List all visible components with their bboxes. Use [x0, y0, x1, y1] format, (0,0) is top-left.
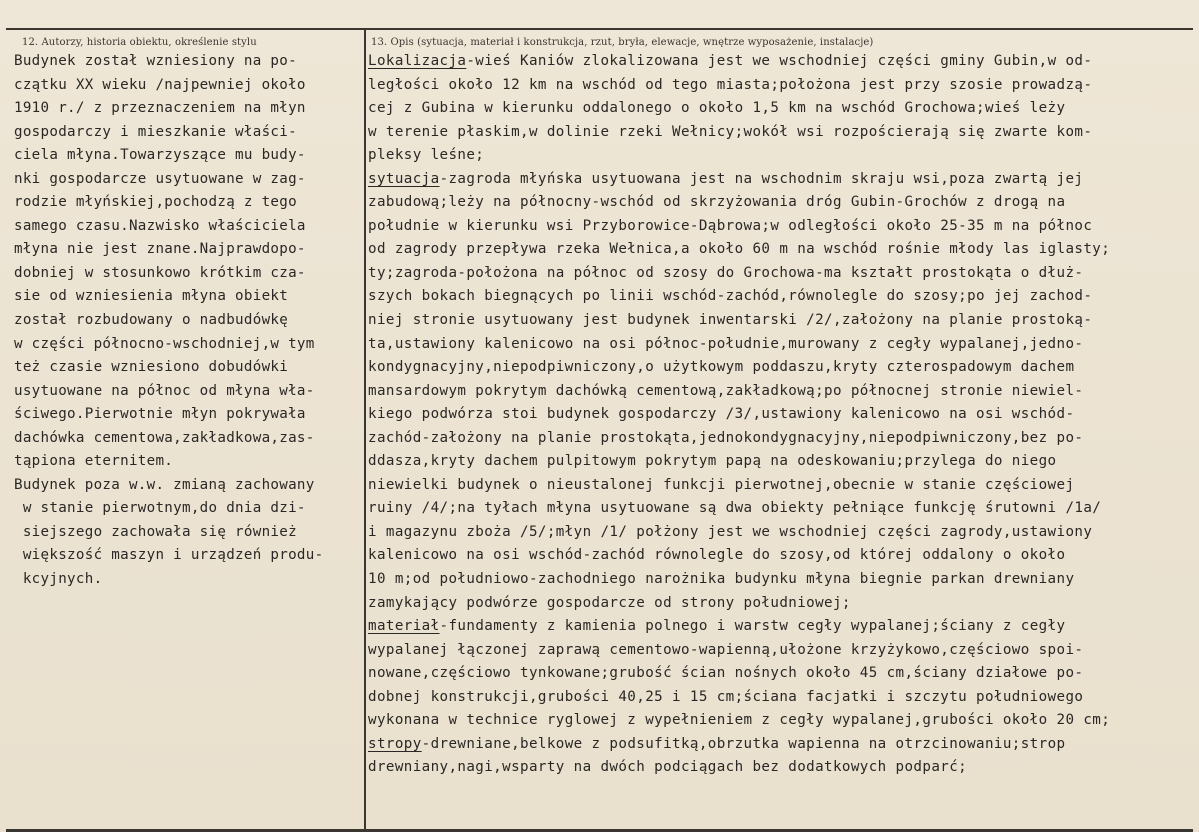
right-text-line — [368, 474, 1110, 498]
line-text: ty;zagroda-położona na północ od szosy do Grochowa-ma kształt prostokąta o dłuż- — [368, 264, 1084, 281]
left-text-line: też czasie wzniesiono dobudówki — [14, 359, 289, 376]
right-text-line — [368, 215, 1110, 239]
line-text: nowane,częściowo tynkowane;grubość ścian nośnych około 45 cm,ściany działowe po- — [368, 665, 1084, 682]
right-text-line — [368, 309, 1110, 333]
left-text-line: nki gospodarcze usytuowane w zag- — [14, 170, 306, 187]
right-text-line — [368, 497, 1110, 521]
line-text: zachód-założony na planie prostokąta,jednokondygnacyjny,niepodpiwniczony,bez po- — [368, 429, 1084, 446]
line-text: pleksy leśne; — [368, 147, 485, 164]
right-text-line — [368, 568, 1110, 592]
left-text-line: 1910 r./ z przeznaczeniem na młyn — [14, 100, 306, 117]
right-column-header: 13. Opis (sytuacja, materiał i konstrukcja, rzut, bryła, elewacje, wnętrze wyposażenie, instalacje) — [371, 37, 874, 48]
section-keyword: materiał — [368, 618, 440, 635]
left-text-line: w części północno-wschodniej,w tym — [14, 335, 315, 352]
left-text-line: tąpiona eternitem. — [14, 453, 174, 470]
line-text: wypalanej łączonej zaprawą cementowo-wapienną,ułożone krzyżykowo,częściowo spoi- — [368, 641, 1084, 658]
line-text: 10 m;od południowo-zachodniego narożnika budynku młyna biegnie parkan drewniany — [368, 571, 1075, 588]
line-text: dobnej konstrukcji,grubości 40,25 i 15 cm;ściana facjatki i szczytu południowego — [368, 688, 1084, 705]
line-text: ddasza,kryty dachem pulpitowym pokrytym papą na odeskowaniu;przylega do niego — [368, 453, 1057, 470]
right-text-line — [368, 756, 1110, 780]
left-text-line: sie od wzniesienia młyna obiekt — [14, 288, 289, 305]
line-text: -fundamenty z kamienia polnego i warstw cegły wypalanej;ściany z cegły — [439, 618, 1066, 635]
right-text-line — [368, 356, 1110, 380]
right-text-line — [368, 144, 1110, 168]
left-column-header: 12. Autorzy, historia obiektu, określenie stylu — [22, 37, 257, 48]
left-column-text — [14, 50, 323, 592]
left-text-line: w stanie pierwotnym,do dnia dzi- — [14, 500, 306, 517]
line-text: ta,ustawiony kalenicowo na osi północ-południe,murowany z cegły wypalanej,jedno- — [368, 335, 1084, 352]
right-text-line — [368, 521, 1110, 545]
line-text: cej z Gubina w kierunku oddalonego o około 1,5 km na wschód Grochowa;wieś leży — [368, 100, 1066, 117]
right-text-line — [368, 427, 1110, 451]
right-text-line — [368, 639, 1110, 663]
left-text-line: dachówka cementowa,zakładkowa,zas- — [14, 429, 315, 446]
right-text-line — [368, 97, 1110, 121]
line-text: południe w kierunku wsi Przyborowice-Dąbrowa;w odległości około 25-35 m na północ — [368, 217, 1093, 234]
line-text: kalenicowo na osi wschód-zachód równolegle do szosy,od której oddalony o około — [368, 547, 1066, 564]
right-text-line — [368, 709, 1110, 733]
line-text: i magazynu zboża /5/;młyn /1/ połżony jest we wschodniej części zagrody,ustawiony — [368, 523, 1093, 540]
right-text-line — [368, 380, 1110, 404]
section-keyword: Lokalizacja — [368, 53, 467, 69]
left-text-line: siejszego zachowała się również — [14, 523, 297, 540]
right-text-line — [368, 592, 1110, 616]
left-text-line: Budynek został wzniesiony na po- — [14, 53, 297, 69]
line-text: szych bokach biegnących po linii wschód-zachód,równolegle do szosy;po jej zachod- — [368, 288, 1093, 305]
left-text-line: dobniej w stosunkowo krótkim cza- — [14, 264, 306, 281]
right-text-line — [368, 121, 1110, 145]
line-text: drewniany,nagi,wsparty na dwóch podciągach bez dodatkowych podparć; — [368, 759, 968, 776]
left-text-line: ściwego.Pierwotnie młyn pokrywała — [14, 406, 306, 423]
left-text-line: ciela młyna.Towarzyszące mu budy- — [14, 147, 306, 164]
left-text-line: większość maszyn i urządzeń produ- — [14, 547, 324, 564]
left-text-line: samego czasu.Nazwisko właściciela — [14, 217, 306, 234]
line-text: niej stronie usytuowany jest budynek inwentarski /2/,założony na planie prostoką- — [368, 312, 1093, 329]
line-text: zabudową;leży na północny-wschód od skrzyżowania dróg Gubin-Grochów z drogą na — [368, 194, 1066, 211]
right-text-line — [368, 403, 1110, 427]
right-text-line — [368, 450, 1110, 474]
right-text-line — [368, 662, 1110, 686]
right-text-line — [368, 615, 1110, 639]
right-text-line — [368, 285, 1110, 309]
line-text: -drewniane,belkowe z podsufitką,obrzutka wapienna na otrzcinowaniu;strop — [421, 735, 1066, 752]
left-text-line: czątku XX wieku /najpewniej około — [14, 76, 306, 93]
left-text-line: gospodarczy i mieszkanie właści- — [14, 123, 297, 140]
left-text-line: rodzie młyńskiej,pochodzą z tego — [14, 194, 297, 211]
right-text-line — [368, 74, 1110, 98]
line-text: ruiny /4/;na tyłach młyna usytuowane są dwa obiekty pełniące funkcję śrutowni /1a/ — [368, 500, 1102, 517]
right-column-text — [368, 50, 1110, 780]
line-text: wykonana w technice ryglowej z wypełnieniem z cegły wypalanej,grubości około 20 cm; — [368, 712, 1111, 729]
right-text-line — [368, 262, 1110, 286]
right-text-line — [368, 686, 1110, 710]
right-text-line — [368, 168, 1110, 192]
line-text: -zagroda młyńska usytuowana jest na wschodnim skraju wsi,poza zwartą jej — [439, 170, 1084, 187]
line-text: niewielki budynek o nieustalonej funkcji pierwotnej,obecnie w stanie częściowej — [368, 476, 1075, 493]
top-rule — [6, 28, 1193, 30]
right-text-line — [368, 333, 1110, 357]
column-divider — [364, 30, 366, 832]
left-text-line: młyna nie jest znane.Najprawdopo- — [14, 241, 306, 258]
section-keyword: stropy — [368, 735, 422, 752]
right-text-line — [368, 238, 1110, 262]
left-text-line: usytuowane na północ od młyna wła- — [14, 382, 315, 399]
right-text-line — [368, 733, 1110, 757]
line-text: zamykający podwórze gospodarcze od strony południowej; — [368, 594, 851, 611]
line-text: od zagrody przepływa rzeka Wełnica,a około 60 m na wschód rośnie młody las iglasty; — [368, 241, 1111, 258]
right-text-line — [368, 50, 1110, 74]
line-text: -wieś Kaniów zlokalizowana jest we wschodniej części gminy Gubin,w od- — [466, 53, 1093, 69]
left-text-line: został rozbudowany o nadbudówkę — [14, 312, 289, 329]
line-text: mansardowym pokrytym dachówką cementową,zakładkową;po północnej stronie niewiel- — [368, 382, 1084, 399]
right-text-line — [368, 191, 1110, 215]
section-keyword: sytuacja — [368, 170, 440, 187]
line-text: ległości około 12 km na wschód od tego miasta;położona jest przy szosie prowadzą- — [368, 76, 1093, 93]
line-text: kondygnacyjny,niepodpiwniczony,o użytkowym poddaszu,kryty czterospadowym dachem — [368, 359, 1075, 376]
left-text-line: kcyjnych. — [14, 571, 103, 588]
left-text-line: Budynek poza w.w. zmianą zachowany — [14, 476, 315, 493]
line-text: kiego podwórza stoi budynek gospodarczy /3/,ustawiony kalenicowo na osi wschód- — [368, 406, 1075, 423]
line-text: w terenie płaskim,w dolinie rzeki Wełnicy;wokół wsi rozpościerają się zwarte kom- — [368, 123, 1093, 140]
right-text-line — [368, 544, 1110, 568]
